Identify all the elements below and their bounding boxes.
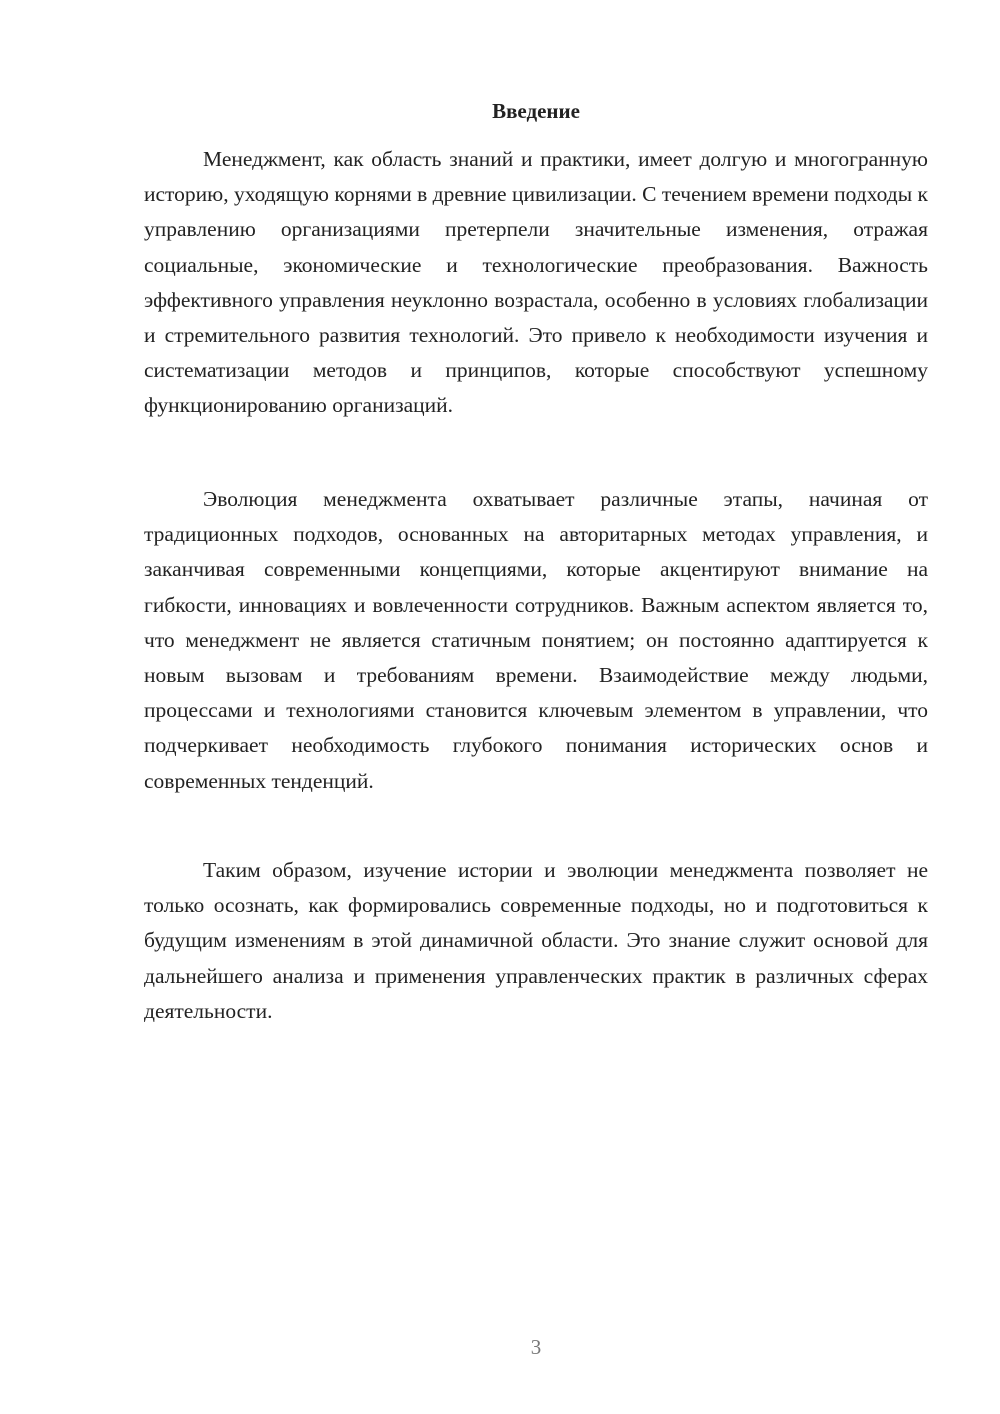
- section-heading: Введение: [492, 99, 580, 123]
- paragraph-2: Эволюция менеджмента охватывает различные этапы, начиная от традиционных подходов, основанных на авторитарных методах управления, и заканчивая современными концепциями, которые акцентируют внимание на гибкости, инновациях и вовлеченности сотрудников. Важным аспектом является то, что менеджмент не является статичным понятием; он постоянно адаптируется к новым вызовам и требованиям времени. Взаимодействие между людьми, процессами и технологиями становится ключевым элементом в управлении, что подчеркивает необходимость глубокого понимания исторических основ и современных тенденций.: [144, 487, 928, 793]
- paragraph-1: Менеджмент, как область знаний и практики, имеет долгую и многогранную историю, уходящую корнями в древние цивилизации. С течением времени подходы к управлению организациями претерпели значительные изменения, отражая социальные, экономические и технологические преобразования. Важность эффективного управления неуклонно возрастала, особенно в условиях глобализации и стремительного развития технологий. Это привело к необходимости изучения и систематизации методов и принципов, которые способствуют успешному функционированию организаций.: [144, 147, 928, 418]
- paragraph-3: Таким образом, изучение истории и эволюции менеджмента позволяет не только осознать, как формировались современные подходы, но и подготовиться к будущим изменениям в этой динамичной области. Это знание служит основой для дальнейшего анализа и применения управленческих практик в различных сферах деятельности.: [144, 858, 928, 1023]
- page-number: 3: [530, 1335, 542, 1359]
